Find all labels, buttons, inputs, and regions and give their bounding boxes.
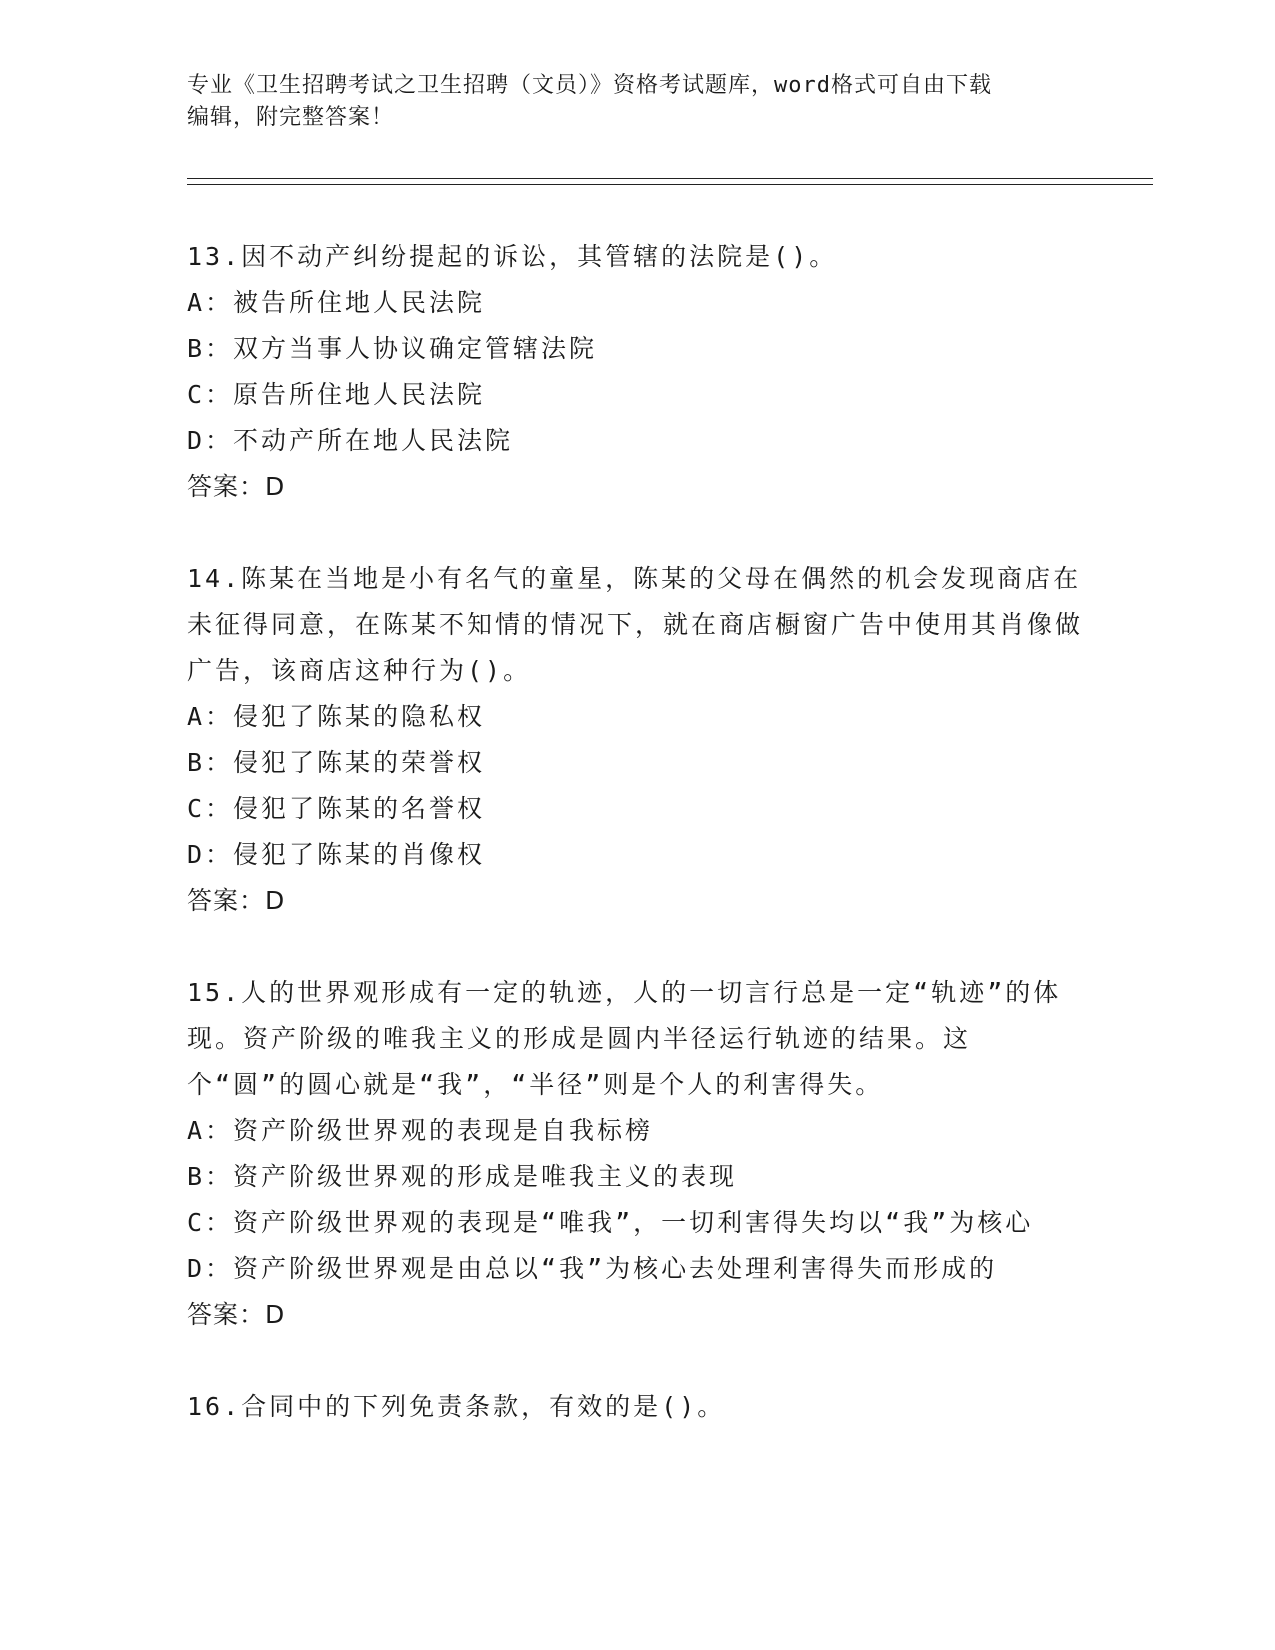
- option-b: B：资产阶级世界观的形成是唯我主义的表现: [187, 1162, 738, 1191]
- option-b: B：侵犯了陈某的荣誉权: [187, 748, 486, 777]
- answer-line: 答案：D: [187, 886, 286, 915]
- option-a: A：被告所住地人民法院: [187, 288, 486, 317]
- question-stem: 16.合同中的下列免责条款，有效的是()。: [187, 1392, 726, 1421]
- option-c: C：资产阶级世界观的表现是“唯我”，一切利害得失均以“我”为核心: [187, 1208, 1034, 1237]
- question-stem: 14.陈某在当地是小有名气的童星，陈某的父母在偶然的机会发现商店在未征得同意，在陈某不知情的情况下，就在商店橱窗广告中使用其肖像做广告，该商店这种行为()。: [187, 564, 1084, 685]
- answer-line: 答案：D: [187, 472, 286, 501]
- option-a: A：侵犯了陈某的隐私权: [187, 702, 486, 731]
- option-a: A：资产阶级世界观的表现是自我标榜: [187, 1116, 654, 1145]
- option-d: D：资产阶级世界观是由总以“我”为核心去处理利害得失而形成的: [187, 1254, 998, 1283]
- option-d: D：侵犯了陈某的肖像权: [187, 840, 486, 869]
- question-14: [187, 556, 1087, 924]
- option-c: C：侵犯了陈某的名誉权: [187, 794, 486, 823]
- answer-line: 答案：D: [187, 1300, 286, 1329]
- header-line-2: 编辑，附完整答案！: [187, 105, 395, 130]
- option-c: C：原告所住地人民法院: [187, 380, 486, 409]
- question-list: [187, 234, 1087, 1476]
- document-header: [187, 70, 1087, 134]
- question-15: [187, 970, 1087, 1338]
- question-13: [187, 234, 1087, 510]
- question-stem: 13.因不动产纠纷提起的诉讼，其管辖的法院是()。: [187, 242, 838, 271]
- question-16: [187, 1384, 1087, 1430]
- option-b: B：双方当事人协议确定管辖法院: [187, 334, 598, 363]
- header-divider: [187, 178, 1153, 185]
- option-d: D：不动产所在地人民法院: [187, 426, 514, 455]
- question-stem: 15.人的世界观形成有一定的轨迹，人的一切言行总是一定“轨迹”的体现。资产阶级的唯我主义的形成是圆内半径运行轨迹的结果。这个“圆”的圆心就是“我”，“半径”则是个人的利害得失。: [187, 978, 1062, 1099]
- header-line-1: 专业《卫生招聘考试之卫生招聘（文员）》资格考试题库，word格式可自由下载: [187, 73, 992, 98]
